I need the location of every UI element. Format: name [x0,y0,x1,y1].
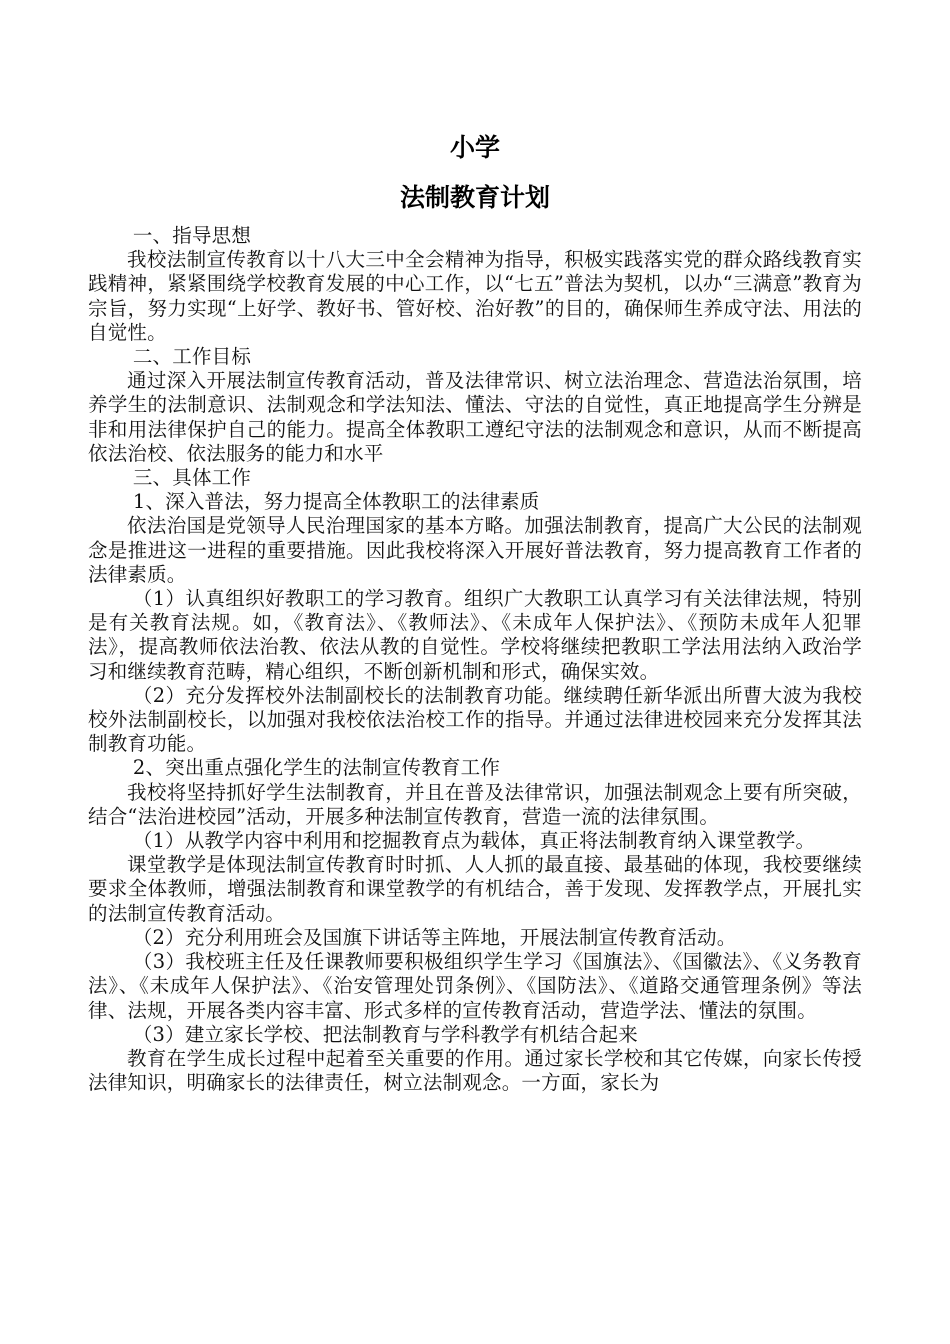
subheading-staff-legal-quality: 1、深入普法，努力提高全体教职工的法律素质 [132,490,540,514]
section-heading-specific-work: 三、具体工作 [132,466,252,490]
section-heading-guiding-ideology: 一、指导思想 [132,224,252,247]
paragraph-classroom-teaching: 课堂教学是体现法制宣传教育时时抓、人人抓的最直接、最基础的体现，我校要继续要求全体教师，增强法制教育和课堂教学的有机结合，善于发现、发挥教学点，开展扎实的法制宣传教育活动。 [88,853,862,925]
paragraph-parent-school: （3）建立家长学校、把法制教育与学科教学有机结合起来 [132,1022,638,1046]
paragraph-rule-of-law: 依法治国是党领导人民治理国家的基本方略。加强法制教育，提高广大公民的法制观念是推进这一进程的重要措施。因此我校将深入开展好普法教育，努力提高教育工作者的法律素质。 [88,514,862,586]
paragraph-class-meetings: （2）充分利用班会及国旗下讲话等主阵地，开展法制宣传教育活动。 [132,925,737,949]
subheading-student-education: 2、突出重点强化学生的法制宣传教育工作 [132,756,501,780]
section-heading-work-goals: 二、工作目标 [132,345,252,369]
paragraph-family-education: 教育在学生成长过程中起着至关重要的作用。通过家长学校和其它传媒，向家长传授法律知识，明确家长的法律责任，树立法制观念。一方面，家长为 [88,1046,862,1095]
document-title-plan: 法制教育计划 [399,183,550,212]
paragraph-classroom-content: （1）从教学内容中利用和挖掘教育点为载体，真正将法制教育纳入课堂教学。 [132,829,816,853]
paragraph-work-goals: 通过深入开展法制宣传教育活动，普及法律常识、树立法治理念、营造法治氛围，培养学生的法制意识、法制观念和学法知法、懂法、守法的自觉性，真正地提高学生分辨是非和用法律保护自己的能力。提高全体教职工遵纪守法的法制观念和意识，从而不断提高依法治校、依法服务的能力和水平 [88,369,862,465]
paragraph-student-education: 我校将坚持抓好学生法制教育，并且在普及法律常识，加强法制观念上要有所突破，结合“法治进校园”活动，开展多种法制宣传教育，营造一流的法律氛围。 [88,780,862,828]
paragraph-staff-study: （1）认真组织好教职工的学习教育。组织广大教职工认真学习有关法律法规，特别是有关教育法规。如，《教育法》、《教师法》、《未成年人保护法》、《预防未成年人犯罪法》，提高教师依法治教、依法从教的自觉性。学校将继续把教职工学法用法纳入政治学习和继续教育范畴，精心组织，不断创新机制和形式，确保实效。 [88,587,862,683]
paragraph-vice-principal: （2）充分发挥校外法制副校长的法制教育功能。继续聘任新华派出所曹大波为我校校外法制副校长，以加强对我校依法治校工作的指导。并通过法律进校园来充分发挥其法制教育功能。 [88,683,862,756]
document-title-school: 小学 [449,133,500,162]
document-body [88,224,862,1095]
paragraph-guiding-ideology: 我校法制宣传教育以十八大三中全会精神为指导，积极实践落实党的群众路线教育实践精神，紧紧围绕学校教育发展的中心工作，以“七五”普法为契机，以办“三满意”教育为宗旨，努力实现“上好学、教好书、管好校、治好教”的目的，确保师生养成守法、用法的自觉性。 [88,248,862,344]
paragraph-law-list: （3）我校班主任及任课教师要积极组织学生学习《国旗法》、《国徽法》、《义务教育法》、《未成年人保护法》、《治安管理处罚条例》、《国防法》、《道路交通管理条例》等法律、法规，开展各类内容丰富、形式多样的宣传教育活动，营造学法、懂法的氛围。 [88,950,862,1022]
